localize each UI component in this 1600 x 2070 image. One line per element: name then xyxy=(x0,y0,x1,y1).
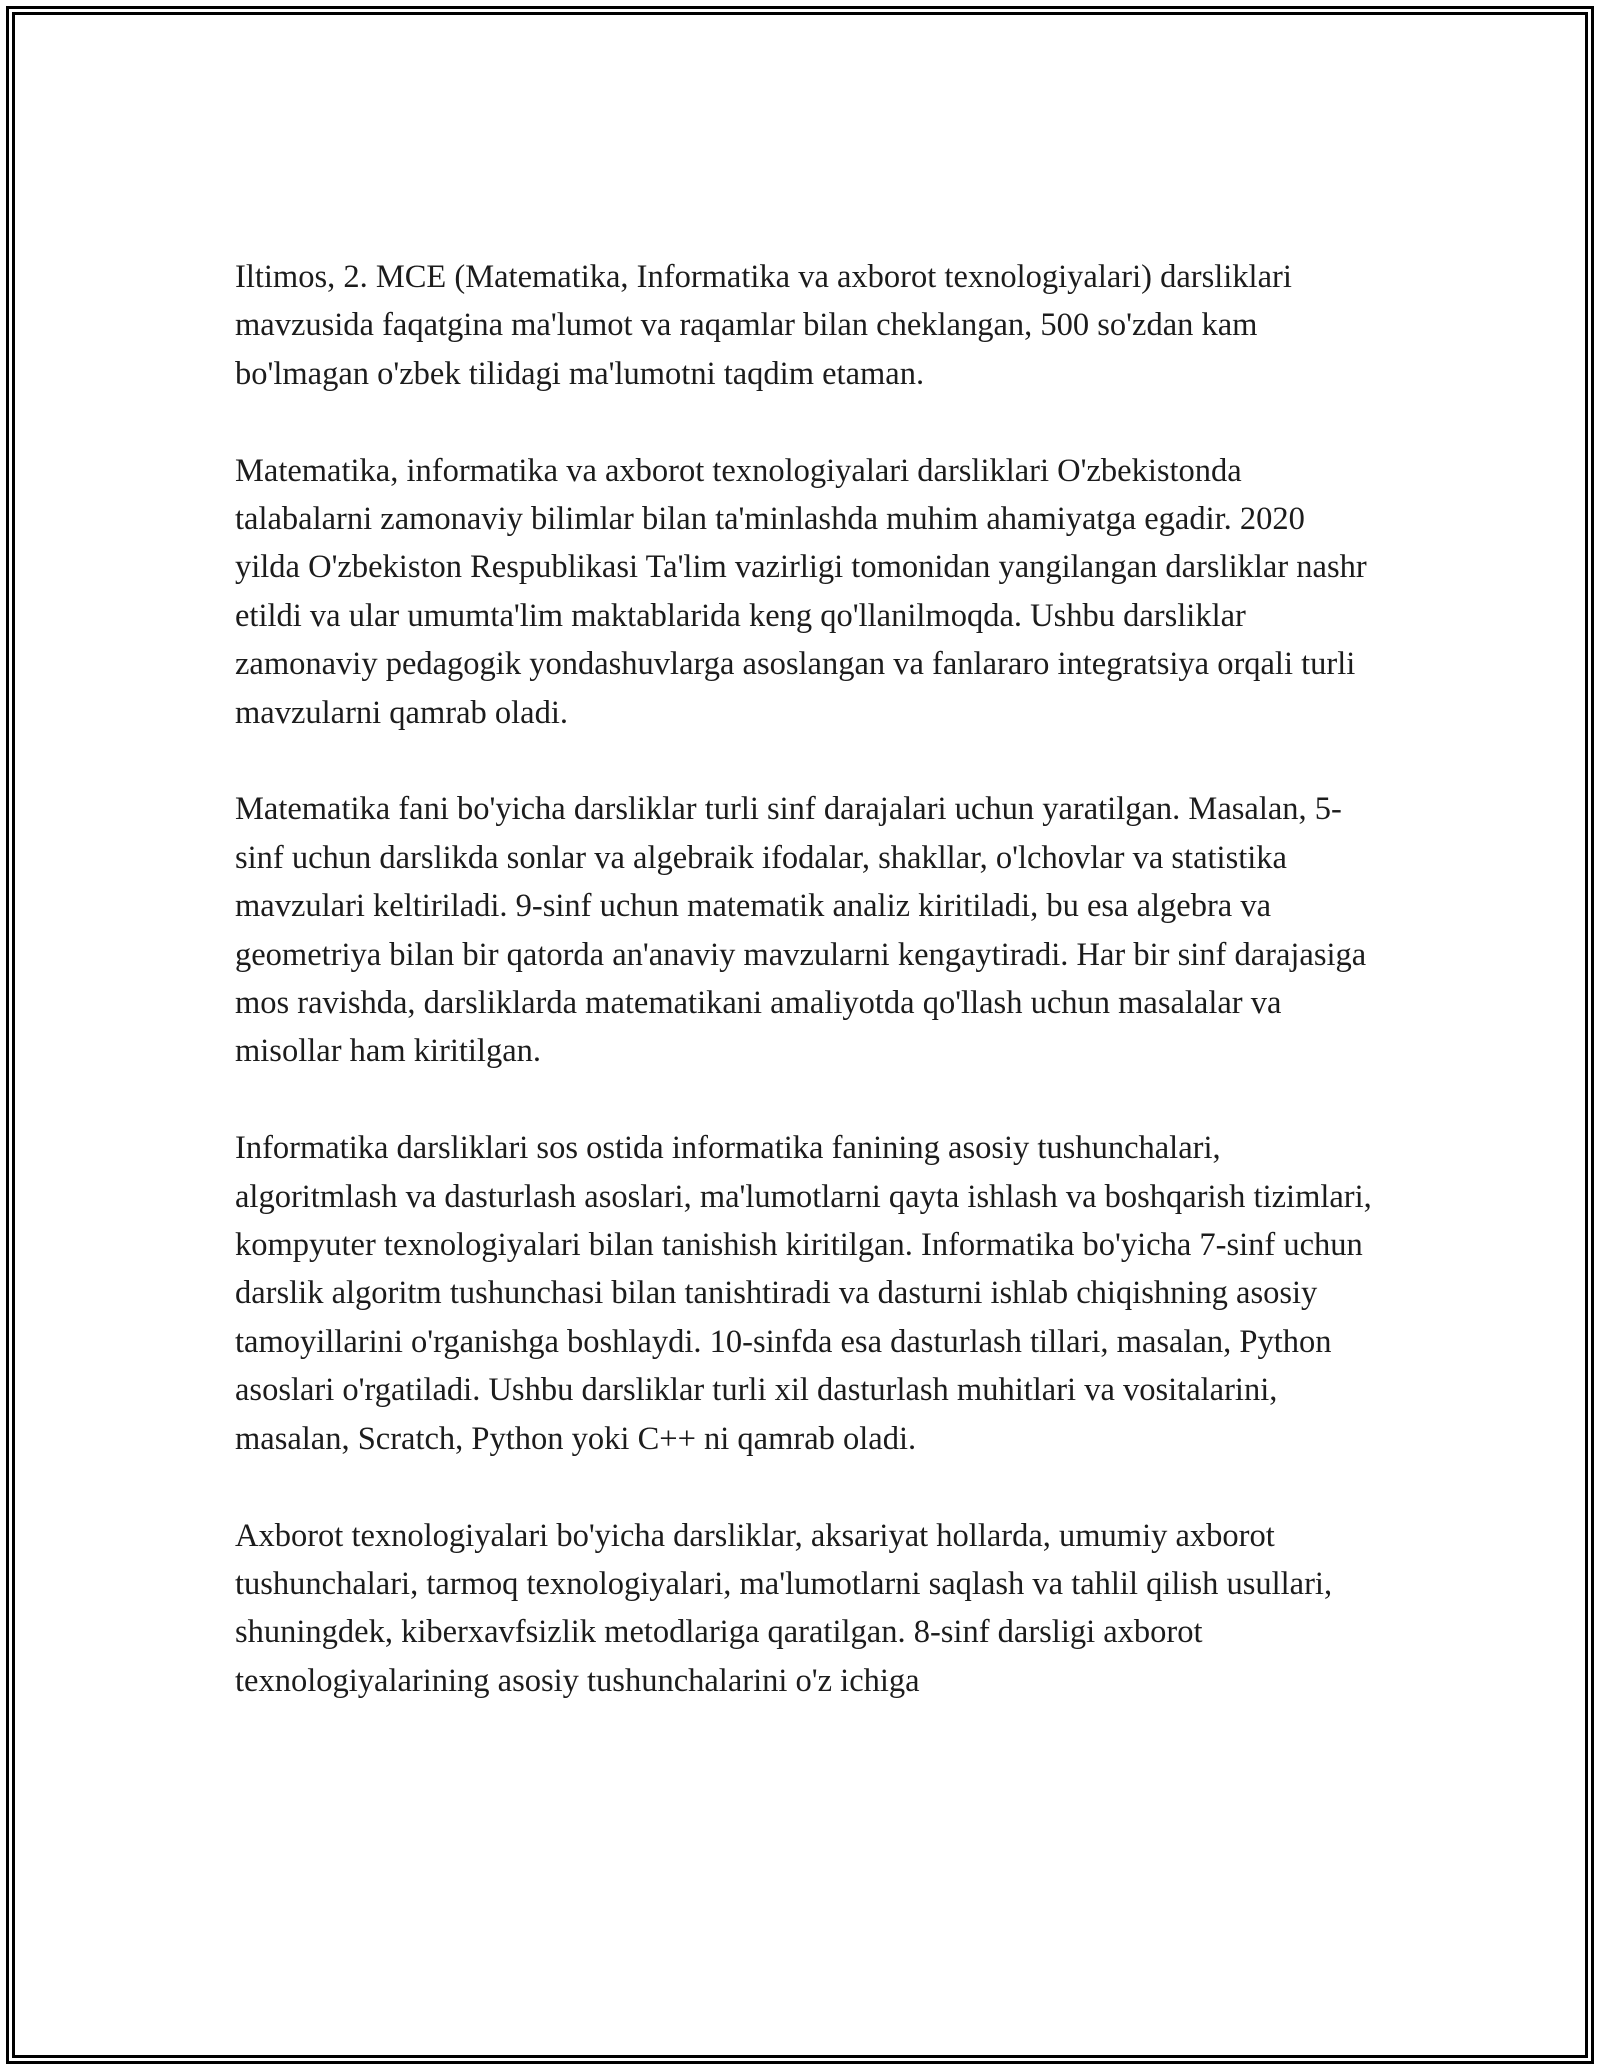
paragraph-intro: Iltimos, 2. MCE (Matematika, Informatika va axborot texnologiyalari) darsliklari mavzusida faqatgina ma'lumot va raqamlar bilan cheklangan, 500 so'zdan kam bo'lmagan o'zbek tilidagi ma'lumotni taqdim etaman. xyxy=(235,259,1292,392)
paragraph-information-technology: Axborot texnologiyalari bo'yicha darsliklar, aksariyat hollarda, umumiy axborot tushunchalari, tarmoq texnologiyalari, ma'lumotlarni saqlash va tahlil qilish usullari, shuningdek, kiberxavfsizlik metodlariga qaratilgan. 8-sinf darsligi axborot texnologiyalarining asosiy tushunchalarini o'z ichiga xyxy=(235,1517,1333,1699)
paragraph-mathematics: Matematika fani bo'yicha darsliklar turli sinf darajalari uchun yaratilgan. Masalan, 5-sinf uchun darslikda sonlar va algebraik ifodalar, shakllar, o'lchovlar va statistika mavzulari keltiriladi. 9-sinf uchun matematik analiz kiritiladi, bu esa algebra va geometriya bilan bir qatorda an'anaviy mavzularni kengaytiradi. Har bir sinf darajasiga mos ravishda, darsliklarda matematikani amaliyotda qo'llash uchun masalalar va misollar ham kiritilgan. xyxy=(235,791,1367,1070)
document-body xyxy=(235,253,1375,1754)
paragraph-informatics: Informatika darsliklari sos ostida informatika fanining asosiy tushunchalari, algoritmlash va dasturlash asoslari, ma'lumotlarni qayta ishlash va boshqarish tizimlari, kompyuter texnologiyalari bilan tanishish kiritilgan. Informatika bo'yicha 7-sinf uchun darslik algoritm tushunchasi bilan tanishtiradi va dasturni ishlab chiqishning asosiy tamoyillarini o'rganishga boshlaydi. 10-sinfda esa dasturlash tillari, masalan, Python asoslari o'rgatiladi. Ushbu darsliklar turli xil dasturlash muhitlari va vositalarini, masalan, Scratch, Python yoki C++ ni qamrab oladi. xyxy=(235,1130,1372,1457)
paragraph-overview: Matematika, informatika va axborot texnologiyalari darsliklari O'zbekistonda talabalarni zamonaviy bilimlar bilan ta'minlashda muhim ahamiyatga egadir. 2020 yilda O'zbekiston Respublikasi Ta'lim vazirligi tomonidan yangilangan darsliklar nashr etildi va ular umumta'lim maktablarida keng qo'llanilmoqda. Ushbu darsliklar zamonaviy pedagogik yondashuvlarga asoslangan va fanlararo integratsiya orqali turli mavzularni qamrab oladi. xyxy=(235,452,1367,731)
